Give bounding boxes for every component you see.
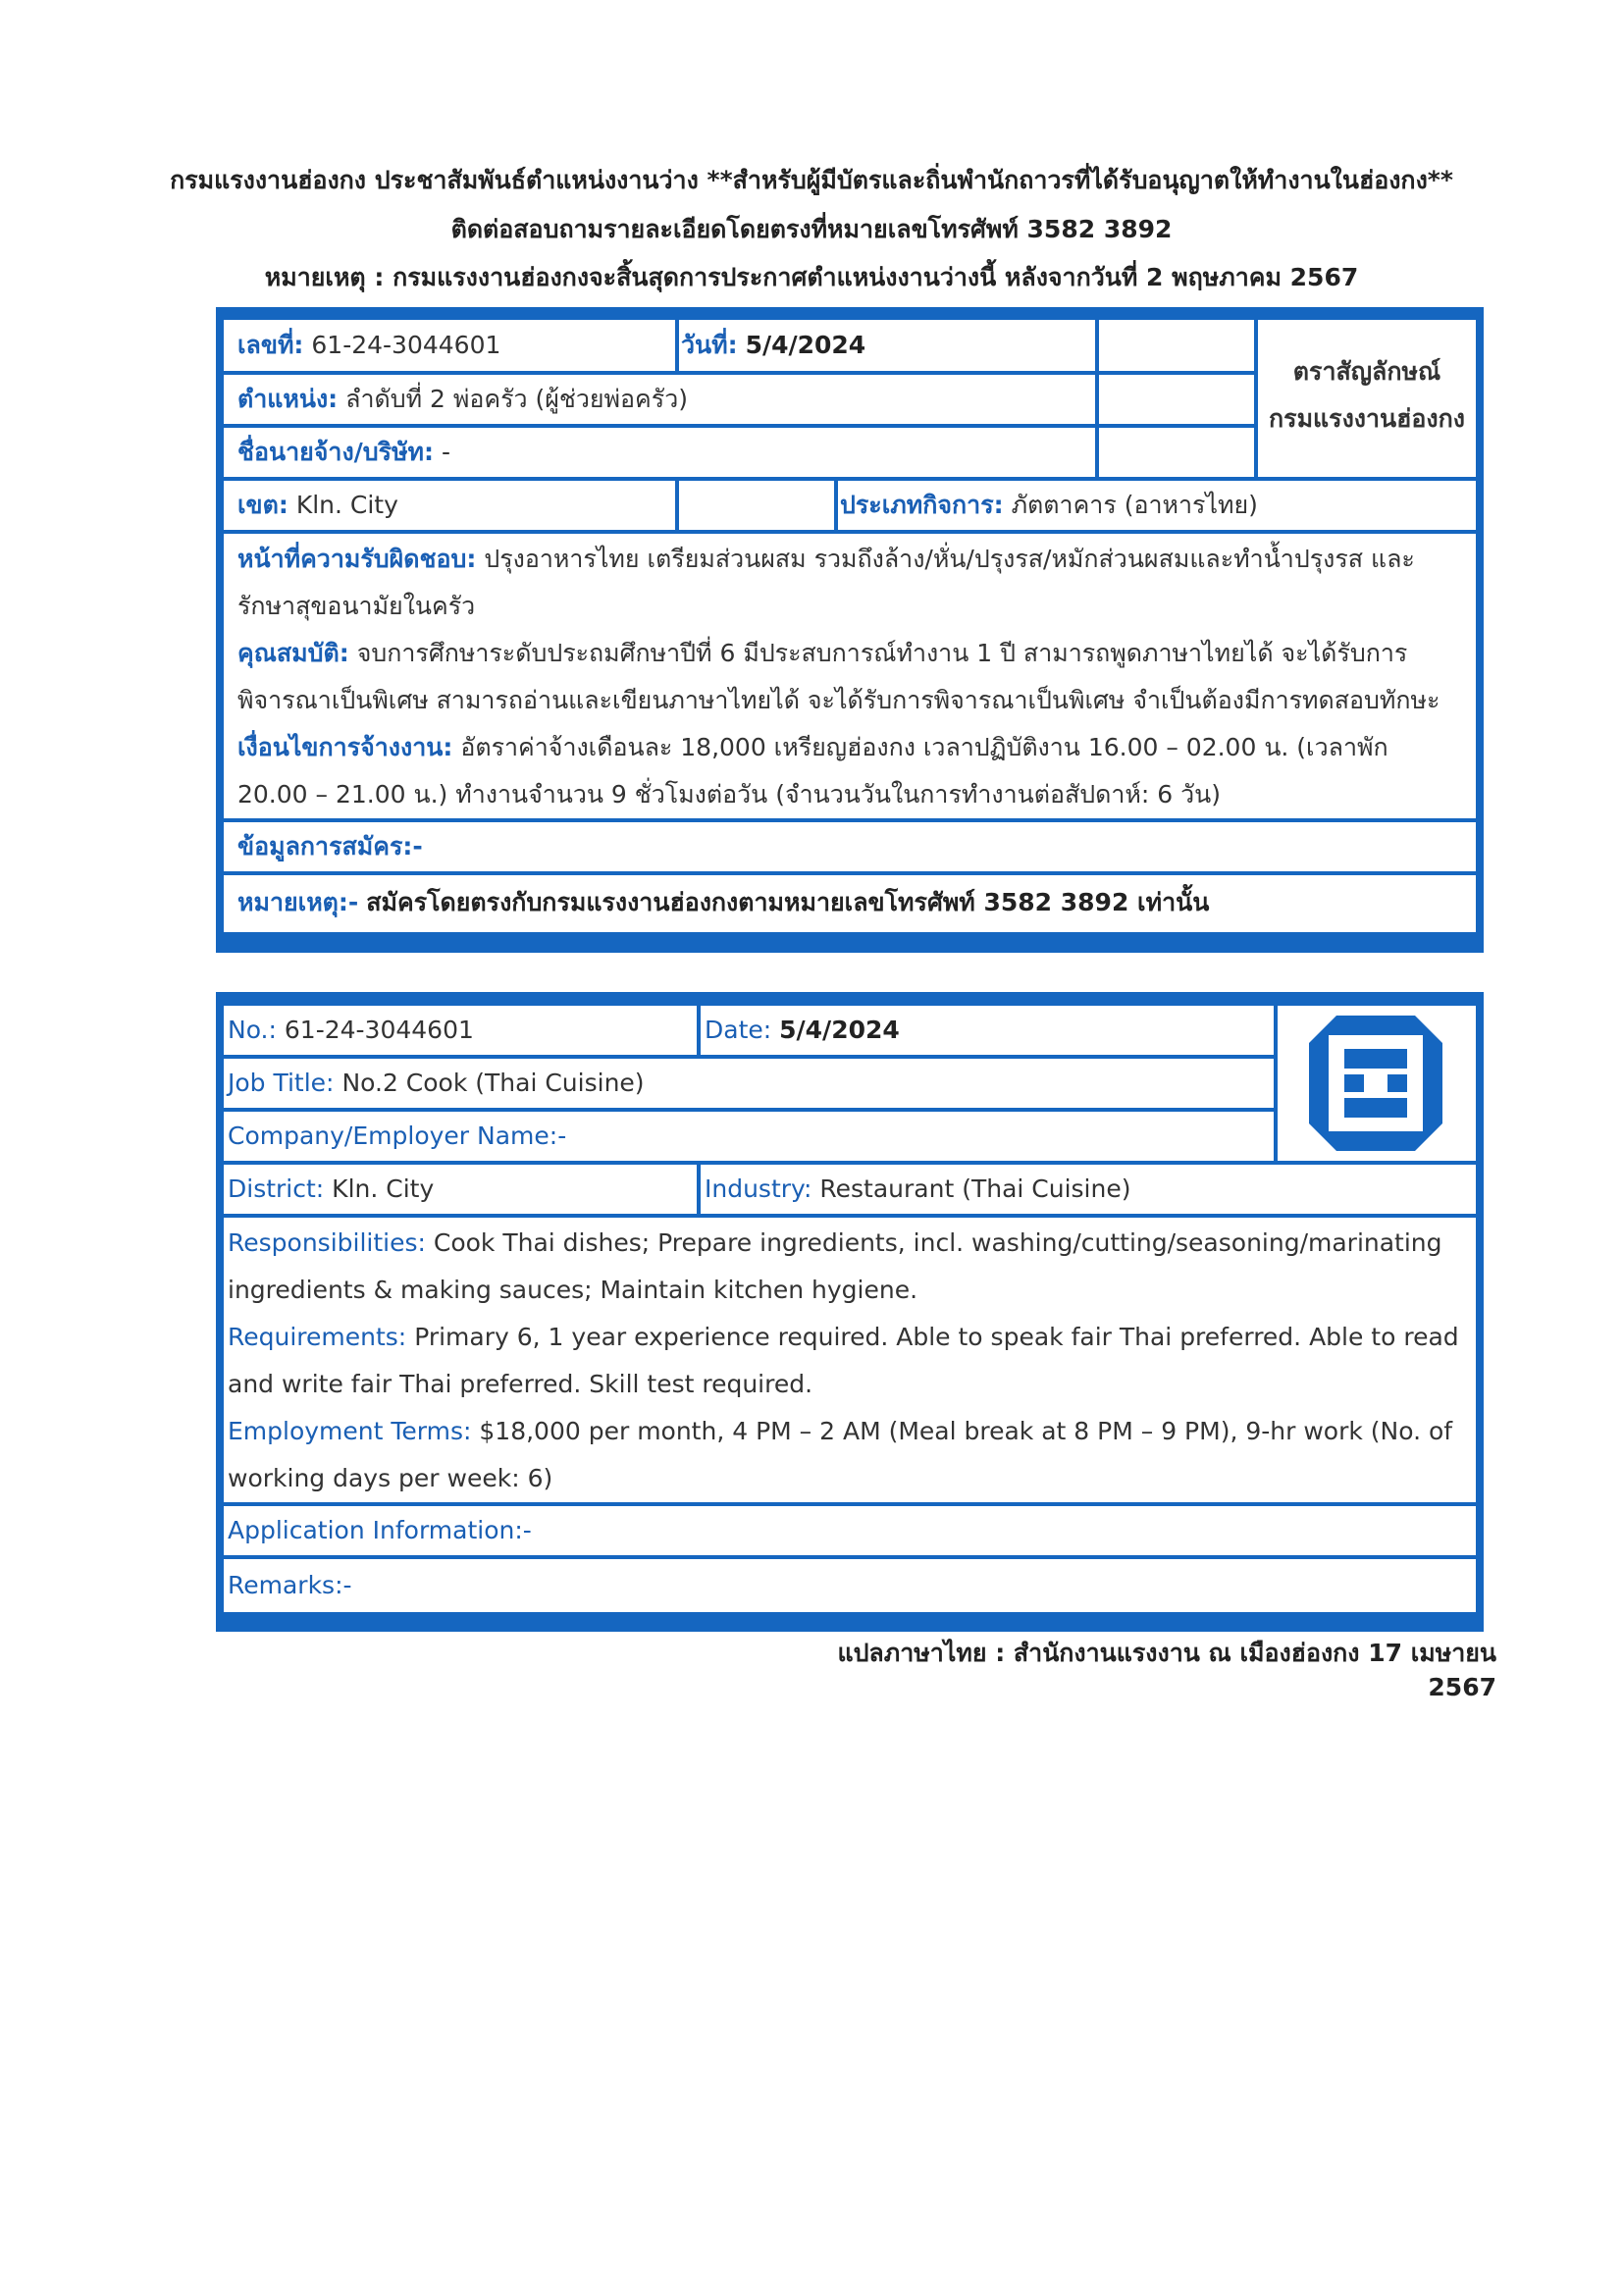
thai-employer-cell: [224, 428, 1095, 477]
thai-industry-cell: [838, 481, 1476, 530]
en-title-value: No.2 Cook (Thai Cuisine): [341, 1069, 645, 1097]
en-resp-value: Cook Thai dishes; Prepare ingredients, incl. washing/cutting/seasoning/marinating ingredients & making sauces; Maintain kitchen hygiene.: [228, 1228, 1442, 1304]
thai-terms-value: อัตราค่าจ้างเดือนละ 18,000 เหรียญฮ่องกง เวลาปฏิบัติงาน 16.00 – 02.00 น. (เวลาพัก 20.00 – 21.00 น.) ทำงานจำนวน 9 ชั่วโมงต่อวัน (จำนวนวันในการทำงานต่อสัปดาห์: 6 วัน): [237, 733, 1388, 809]
thai-no-value: 61-24-3044601: [311, 331, 501, 359]
thai-apply-label: ข้อมูลการสมัคร:-: [237, 832, 423, 861]
thai-remark-value: สมัครโดยตรงกับกรมแรงงานฮ่องกงตามหมายเลขโทรศัพท์ 3582 3892 เท่านั้น: [366, 888, 1210, 916]
en-industry-cell: [701, 1165, 1476, 1214]
en-date-label: Date:: [705, 1016, 772, 1044]
en-title-cell: [224, 1059, 1274, 1108]
en-apply-label: Application Information:-: [228, 1516, 532, 1544]
en-req-label: Requirements:: [228, 1323, 407, 1351]
thai-title-cell: [224, 375, 1095, 424]
thai-resp-label: หน้าที่ความรับผิดชอบ:: [237, 545, 477, 573]
en-remark-label: Remarks:-: [228, 1571, 352, 1599]
en-details-cell: [224, 1218, 1476, 1502]
en-employer-label: Company/Employer Name:-: [228, 1122, 567, 1150]
en-terms-label: Employment Terms:: [228, 1417, 472, 1445]
en-req-value: Primary 6, 1 year experience required. Able to speak fair Thai preferred. Able to read and write fair Thai preferred. Skill test required.: [228, 1323, 1459, 1398]
thai-date-value: 5/4/2024: [745, 331, 866, 359]
thai-seal-line-1: ตราสัญลักษณ์: [1292, 357, 1441, 386]
thai-no-label: เลขที่:: [237, 331, 304, 359]
thai-title-value: ลำดับที่ 2 พ่อครัว (ผู้ช่วยพ่อครัว): [345, 385, 688, 413]
thai-remark-cell: [224, 875, 1476, 932]
en-industry-label: Industry:: [705, 1174, 812, 1203]
thai-employer-label: ชื่อนายจ้าง/บริษัท:: [237, 438, 435, 466]
thai-terms-label: เงื่อนไขการจ้างงาน:: [237, 733, 453, 761]
thai-req-value: จบการศึกษาระดับประถมศึกษาปีที่ 6 มีประสบการณ์ทำงาน 1 ปี สามารถพูดภาษาไทยได้ จะได้รับการพิจารณาเป็นพิเศษ สามารถอ่านและเขียนภาษาไทยได้ จะได้รับการพิจารณาเป็นพิเศษ จำเป็นต้องมีการทดสอบทักษะ: [237, 639, 1440, 714]
thai-industry-label: ประเภทกิจการ:: [840, 491, 1004, 519]
thai-vacancy-card: [216, 307, 1484, 953]
thai-industry-value: ภัตตาคาร (อาหารไทย): [1011, 491, 1258, 519]
en-logo-cell: [1278, 1006, 1476, 1161]
en-remark-cell: [224, 1559, 1476, 1612]
thai-remark-label: หมายเหตุ:-: [237, 888, 359, 916]
en-title-label: Job Title:: [228, 1069, 335, 1097]
thai-empty-cell-1: [1099, 320, 1254, 371]
thai-no-cell: [224, 320, 675, 371]
en-district-value: Kln. City: [332, 1174, 435, 1203]
thai-employer-value: -: [442, 438, 451, 466]
thai-district-label: เขต:: [237, 491, 288, 519]
thai-seal-cell: [1258, 320, 1476, 477]
english-vacancy-card: [216, 992, 1484, 1632]
en-terms-value: $18,000 per month, 4 PM – 2 AM (Meal break at 8 PM – 9 PM), 9-hr work (No. of working days per week: 6): [228, 1417, 1453, 1492]
en-resp-label: Responsibilities:: [228, 1228, 426, 1257]
en-employer-cell: [224, 1112, 1274, 1161]
en-no-label: No.:: [228, 1016, 277, 1044]
labour-department-logo-icon: [1278, 1006, 1476, 1161]
thai-empty-cell-4: [679, 481, 834, 530]
thai-district-value: Kln. City: [295, 491, 398, 519]
header-line-2: ติดต่อสอบถามรายละเอียดโดยตรงที่หมายเลขโทรศัพท์ 3582 3892: [450, 215, 1173, 243]
thai-district-cell: [224, 481, 675, 530]
thai-resp-value: ปรุงอาหารไทย เตรียมส่วนผสม รวมถึงล้าง/หั่น/ปรุงรส/หมักส่วนผสมและทำน้ำปรุงรส และรักษาสุขอนามัยในครัว: [237, 545, 1415, 620]
en-industry-value: Restaurant (Thai Cuisine): [819, 1174, 1131, 1203]
en-date-cell: [701, 1006, 1274, 1055]
thai-date-label: วันที่:: [681, 331, 738, 359]
thai-date-cell: [679, 320, 1095, 371]
thai-title-label: ตำแหน่ง:: [237, 385, 339, 413]
header-line-1: กรมแรงงานฮ่องกง ประชาสัมพันธ์ตำแหน่งงานว่าง **สำหรับผู้มีบัตรและถิ่นพำนักถาวรที่ได้รับอนุญาตให้ทำงานในฮ่องกง**: [170, 166, 1453, 194]
en-date-value: 5/4/2024: [779, 1016, 900, 1044]
en-district-cell: [224, 1165, 697, 1214]
en-apply-cell: [224, 1506, 1476, 1555]
translation-note: แปลภาษาไทย : สำนักงานแรงงาน ณ เมืองฮ่องกง 17 เมษายน 2567: [837, 1639, 1496, 1701]
en-no-cell: [224, 1006, 697, 1055]
header-line-3: หมายเหตุ : กรมแรงงานฮ่องกงจะสิ้นสุดการประกาศตำแหน่งงานว่างนี้ หลังจากวันที่ 2 พฤษภาคม 2567: [264, 263, 1359, 291]
thai-seal-line-2: กรมแรงงานฮ่องกง: [1269, 404, 1465, 433]
thai-empty-cell-2: [1099, 375, 1254, 424]
en-no-value: 61-24-3044601: [284, 1016, 474, 1044]
thai-req-label: คุณสมบัติ:: [237, 639, 349, 667]
en-district-label: District:: [228, 1174, 325, 1203]
thai-apply-cell: [224, 822, 1476, 871]
thai-details-cell: [224, 534, 1476, 818]
thai-empty-cell-3: [1099, 428, 1254, 477]
